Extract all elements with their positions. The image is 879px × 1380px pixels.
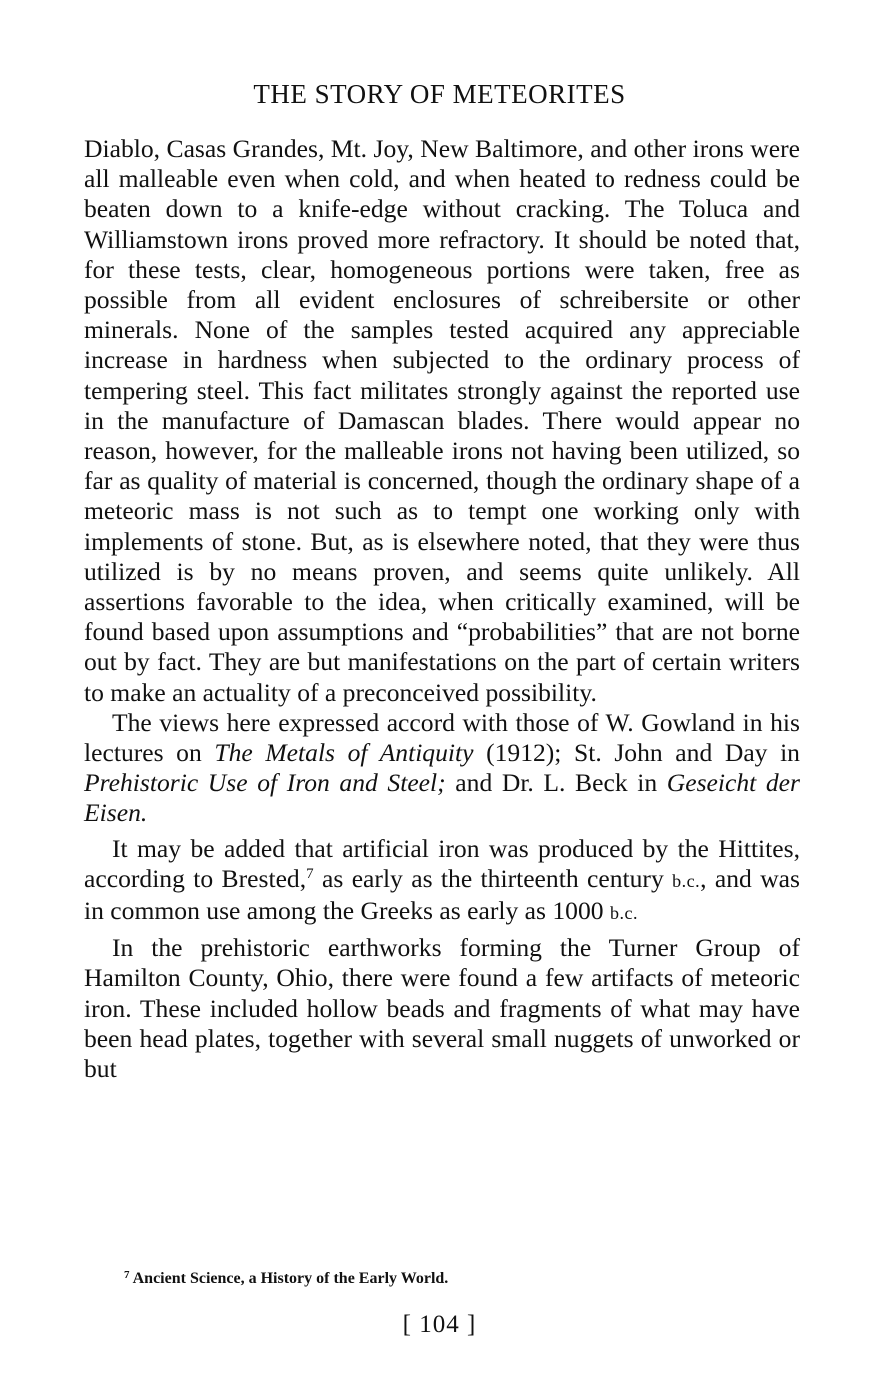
book-title-metals-of-antiquity: The Metals of Antiquity [214, 738, 474, 768]
book-title-prehistoric-use: Prehistoric Use of Iron and Steel; [84, 768, 446, 798]
footnote-marker: 7 [124, 1269, 130, 1281]
paragraph-2-text-3: and Dr. L. Beck in [445, 768, 667, 798]
page-number: [ 104 ] [402, 1311, 477, 1338]
footnote [124, 1268, 804, 1290]
paragraph-4: In the prehistoric earthworks forming the Turner Group of Hamilton County, Ohio, there were found a few artifacts of meteoric iron. These included hollow beads and fragments of what may have been head plates, together with several small nuggets of unworked or but [84, 933, 800, 1084]
book-title-geseicht-der-eisen: Geseicht der Eisen. [84, 768, 800, 828]
running-head: THE STORY OF METEORITES [253, 79, 626, 109]
paragraph-2-text-2: (1912); St. John and Day in [473, 738, 800, 768]
small-caps-bc-1: b.c. [672, 870, 701, 891]
paragraph-3-text-1: It may be added that artificial iron was produced by the Hittites, according to Brested, [84, 833, 800, 893]
small-caps-bc-2: b.c. [609, 903, 638, 924]
paragraph-1: Diablo, Casas Grandes, Mt. Joy, New Baltimore, and other irons were all malleable even when cold, and when heated to redness could be beaten down to a knife-edge without cracking. The Toluca and Williamstown irons proved more refractory. It should be noted that, for these tests, clear, homogeneous portions were taken, free as possible from all evident enclosures of schreibersite or other minerals. None of the samples tested acquired any appreciable increase in hardness when subjected to the ordinary process of tempering steel. This fact militates strongly against the reported use in the manufacture of Damascan blades. There would appear no reason, however, for the malleable irons not having been utilized, so far as quality of material is concerned, though the ordinary shape of a meteoric mass is not such as to tempt one working only with implements of stone. But, as is elsewhere noted, that they were thus utilized is by no means proven, and seems quite unlikely. All assertions favorable to the idea, when critically examined, will be found based upon assumptions and “probabilities” that are not borne out by fact. They are but manifestations on the part of certain writers to make an actuality of a preconceived possibility. [84, 134, 800, 707]
paragraph-2-text-1: The views here expressed accord with those of W. Gowland in his lectures on [84, 707, 800, 768]
footnote-reference[interactable]: 7 [306, 865, 314, 882]
paragraph-2 [84, 708, 800, 829]
paragraph-3-text-3: , and was in common use among the Greeks as early as 1000 [84, 863, 801, 926]
footnote-text: Ancient Science, a History of the Early World. [132, 1270, 449, 1287]
paragraph-3 [84, 834, 800, 929]
body-text [84, 134, 800, 1084]
paragraph-3-text-2: as early as the thirteenth century [313, 863, 673, 893]
